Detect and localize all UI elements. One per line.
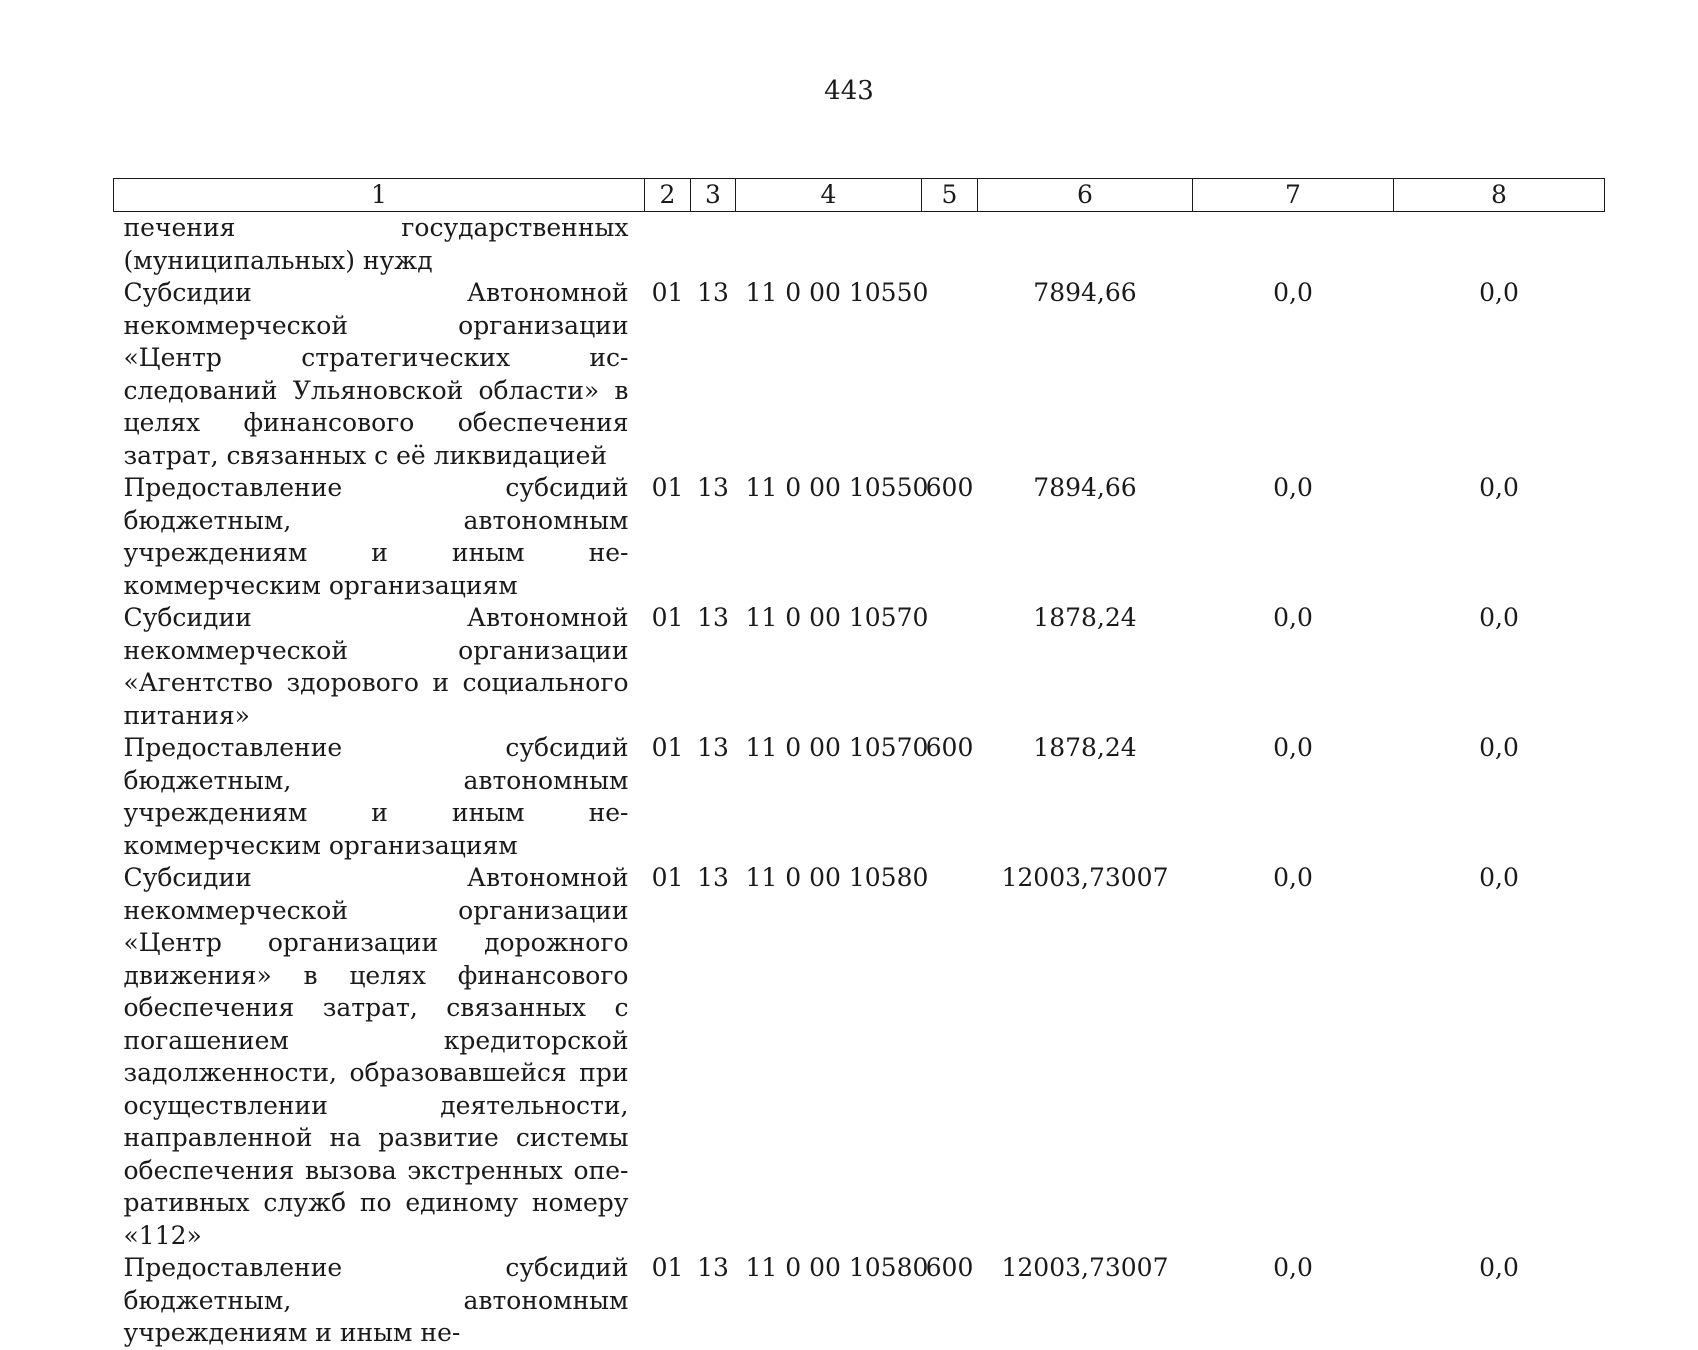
row-section: 01 bbox=[651, 1253, 684, 1282]
row-amount-col7 bbox=[1193, 212, 1394, 278]
budget-table bbox=[113, 178, 1605, 1350]
row-target-code: 11 0 00 10580 bbox=[745, 863, 929, 892]
row-amount: 1878,24 bbox=[1033, 733, 1137, 762]
row-section: 01 bbox=[651, 473, 684, 502]
column-header-3: 3 bbox=[691, 179, 736, 212]
row-amount-col7: 0,0 bbox=[1273, 733, 1313, 762]
table-row bbox=[114, 212, 1605, 278]
row-subsection: 13 bbox=[697, 473, 729, 502]
table-row bbox=[114, 1252, 1605, 1350]
row-section bbox=[645, 212, 691, 278]
row-amount-col8: 0,0 bbox=[1479, 278, 1519, 307]
header-row bbox=[114, 179, 1605, 212]
table-header bbox=[114, 179, 1605, 212]
column-header-4: 4 bbox=[736, 179, 922, 212]
row-amount-col8 bbox=[1394, 212, 1605, 278]
column-header-5: 5 bbox=[922, 179, 978, 212]
row-name: Предоставление субсидий бюджетным, автономным учреждениям и иным некоммерческим организациям bbox=[123, 733, 629, 860]
row-subsection: 13 bbox=[697, 1253, 729, 1282]
row-amount-col7: 0,0 bbox=[1273, 863, 1313, 892]
row-subsection: 13 bbox=[697, 603, 729, 632]
row-target-code: 11 0 00 10580 bbox=[745, 1253, 929, 1282]
row-section: 01 bbox=[651, 733, 684, 762]
row-expense-type bbox=[922, 602, 978, 732]
row-amount-col7: 0,0 bbox=[1273, 473, 1313, 502]
column-header-7: 7 bbox=[1193, 179, 1394, 212]
column-header-2: 2 bbox=[645, 179, 691, 212]
row-expense-type: 600 bbox=[925, 473, 974, 502]
row-subsection: 13 bbox=[697, 278, 729, 307]
row-expense-type bbox=[922, 277, 978, 472]
column-header-1: 1 bbox=[114, 179, 645, 212]
column-header-8: 8 bbox=[1394, 179, 1605, 212]
row-amount bbox=[978, 212, 1193, 278]
table-body bbox=[114, 212, 1605, 1350]
row-expense-type bbox=[922, 212, 978, 278]
row-name: печения государственных (муниципальных) нужд bbox=[123, 213, 629, 275]
row-section: 01 bbox=[651, 603, 684, 632]
row-target-code: 11 0 00 10570 bbox=[745, 603, 929, 632]
row-expense-type: 600 bbox=[925, 733, 974, 762]
row-name: Субсидии Автономной некоммерческой организации «Агентство здорового и социального питания» bbox=[123, 603, 629, 730]
column-header-6: 6 bbox=[978, 179, 1193, 212]
row-amount-col8: 0,0 bbox=[1479, 863, 1519, 892]
row-section: 01 bbox=[651, 278, 684, 307]
row-amount: 1878,24 bbox=[1033, 603, 1137, 632]
page-number: 443 bbox=[824, 76, 874, 106]
row-name: Субсидии Автономной некоммерческой организации «Центр стратегических исследований Ульяновской области» в целях финансового обеспечения затрат, связанных с её ликвидацией bbox=[123, 278, 629, 470]
table-row bbox=[114, 472, 1605, 602]
row-target-code bbox=[736, 212, 922, 278]
row-target-code: 11 0 00 10550 bbox=[745, 278, 929, 307]
row-amount-col7: 0,0 bbox=[1273, 1253, 1313, 1282]
row-name: Субсидии Автономной некоммерческой организации «Центр организации дорожного движения» в целях финансового обеспечения затрат, связанных с погашением кредиторской задолженности, образовавшейся при осуществлении деятельности, направленной на развитие системы обеспечения вызова экстренных оперативных служб по единому номеру «112» bbox=[123, 863, 629, 1250]
table-row bbox=[114, 862, 1605, 1252]
row-amount-col8: 0,0 bbox=[1479, 733, 1519, 762]
row-expense-type bbox=[922, 862, 978, 1252]
row-amount-col7: 0,0 bbox=[1273, 603, 1313, 632]
table-row bbox=[114, 602, 1605, 732]
row-subsection bbox=[691, 212, 736, 278]
table-row bbox=[114, 732, 1605, 862]
row-name: Предоставление субсидий бюджетным, автономным учреждениям и иным некоммерческим организациям bbox=[123, 473, 629, 600]
row-target-code: 11 0 00 10550 bbox=[745, 473, 929, 502]
row-name: Предоставление субсидий бюджетным, автономным учреждениям и иным не- bbox=[123, 1253, 629, 1347]
row-amount: 12003,73007 bbox=[1001, 1253, 1169, 1282]
row-amount: 7894,66 bbox=[1033, 473, 1137, 502]
row-target-code: 11 0 00 10570 bbox=[745, 733, 929, 762]
row-subsection: 13 bbox=[697, 863, 729, 892]
row-amount-col8: 0,0 bbox=[1479, 603, 1519, 632]
row-subsection: 13 bbox=[697, 733, 729, 762]
row-amount: 7894,66 bbox=[1033, 278, 1137, 307]
row-expense-type: 600 bbox=[925, 1253, 974, 1282]
row-amount: 12003,73007 bbox=[1001, 863, 1169, 892]
row-amount-col8: 0,0 bbox=[1479, 473, 1519, 502]
table-row bbox=[114, 277, 1605, 472]
row-amount-col7: 0,0 bbox=[1273, 278, 1313, 307]
row-section: 01 bbox=[651, 863, 684, 892]
row-amount-col8: 0,0 bbox=[1479, 1253, 1519, 1282]
